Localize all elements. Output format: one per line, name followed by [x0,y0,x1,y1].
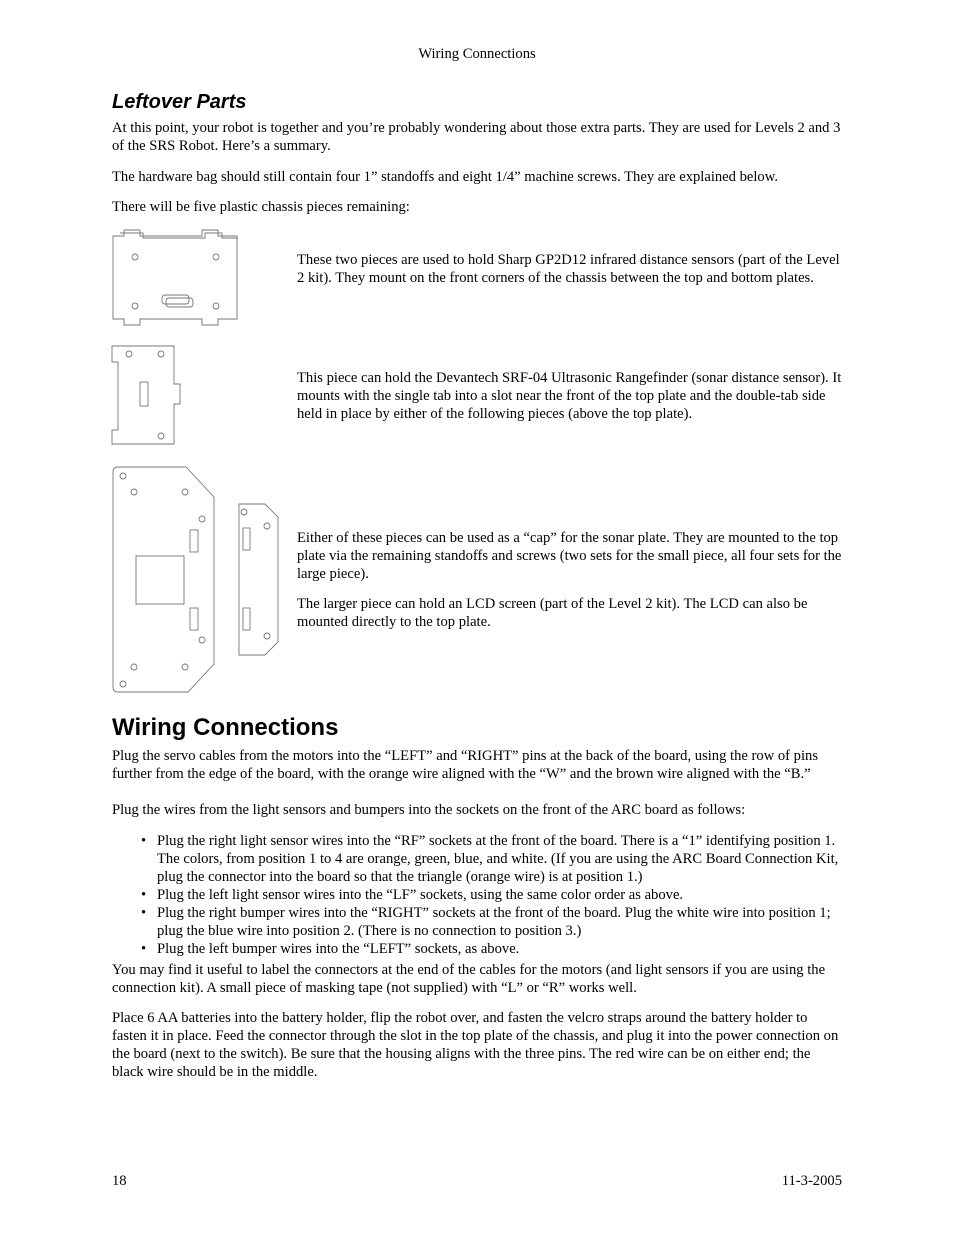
label-connectors-paragraph: You may find it useful to label the connectors at the end of the cables for the motors (and light sensors if you are using the connection kit). A small piece of masking tape (not supplied) with “L” or “R” works well. [112,962,826,996]
sonar-plate-description: This piece can hold the Devantech SRF-04 Ultrasonic Rangefinder (sonar distance sensor). It mounts with the single tab into a slot near the front of the top plate and the double-tab side held in place by either of the following pieces (above the top plate). [297,370,842,422]
bullet-icon: • [141,833,147,849]
list-item [112,886,842,904]
list-item [112,832,842,886]
page-number: 18 [112,1173,127,1189]
light-sensor-intro-paragraph: Plug the wires from the light sensors and bumpers into the sockets on the front of the ARC board as follows: [112,802,746,818]
footer-date: 11-3-2005 [781,1173,842,1189]
sensor-holder-pieces-drawing [110,226,242,330]
sonar-plate-drawing [110,344,186,448]
sensor-holder-description: These two pieces are used to hold Sharp GP2D12 infrared distance sensors (part of the Level 2 kit). They mount on the front corners of the chassis between the top and bottom plates. [297,252,840,286]
list-item [112,940,842,958]
bullet-icon: • [141,887,147,903]
servo-cables-paragraph: Plug the servo cables from the motors into the “LEFT” and “RIGHT” pins at the back of the board, using the row of pins further from the edge of the board, with the orange wire aligned with the “W” and the brown wire aligned with the “B.” [112,748,819,782]
wiring-steps-list [112,832,842,958]
leftover-parts-heading: Leftover Parts [112,91,247,113]
chassis-pieces-paragraph: There will be five plastic chassis pieces remaining: [112,199,410,215]
hardware-bag-paragraph: The hardware bag should still contain four 1” standoffs and eight 1/4” machine screws. They are explained below. [112,169,778,185]
leftover-intro-paragraph: At this point, your robot is together and you’re probably wondering about those extra parts. They are used for Levels 2 and 3 of the SRS Robot. Here’s a summary. [112,120,841,154]
wiring-connections-heading: Wiring Connections [112,714,339,741]
bullet-icon: • [141,905,147,921]
list-item-text: Plug the right bumper wires into the “RIGHT” sockets at the front of the board. Plug the white wire into position 1; plug the blue wire into position 2. (There is no connection to position 3.) [157,905,831,939]
list-item-text: Plug the left bumper wires into the “LEFT” sockets, as above. [157,941,520,957]
battery-paragraph: Place 6 AA batteries into the battery holder, flip the robot over, and fasten the velcro straps around the battery holder to fasten it in place. Feed the connector through the slot in the top plate of the chassis, and plug it into the power connection on the board (next to the switch). Be sure that the housing aligns with the three pins. The red wire can be on either end; the black wire should be in the middle. [112,1010,839,1080]
list-item-text: Plug the left light sensor wires into the “LF” sockets, using the same color order as above. [157,887,684,903]
cap-pieces-drawing [110,464,280,696]
lcd-description: The larger piece can hold an LCD screen (part of the Level 2 kit). The LCD can also be mounted directly to the top plate. [297,596,808,630]
running-header: Wiring Connections [418,46,536,62]
list-item-text: Plug the right light sensor wires into the “RF” sockets at the front of the board. There is a “1” identifying position 1. The colors, from position 1 to 4 are orange, green, blue, and white. (If you are using the ARC Board Connection Kit, plug the connector into the board so that the triangle (orange wire) is at position 1.) [157,833,839,885]
list-item [112,904,842,940]
bullet-icon: • [141,941,147,957]
cap-pieces-description: Either of these pieces can be used as a “cap” for the sonar plate. They are mounted to the top plate via the remaining standoffs and screws (two sets for the small piece, all four sets for the large piece). [297,530,842,582]
